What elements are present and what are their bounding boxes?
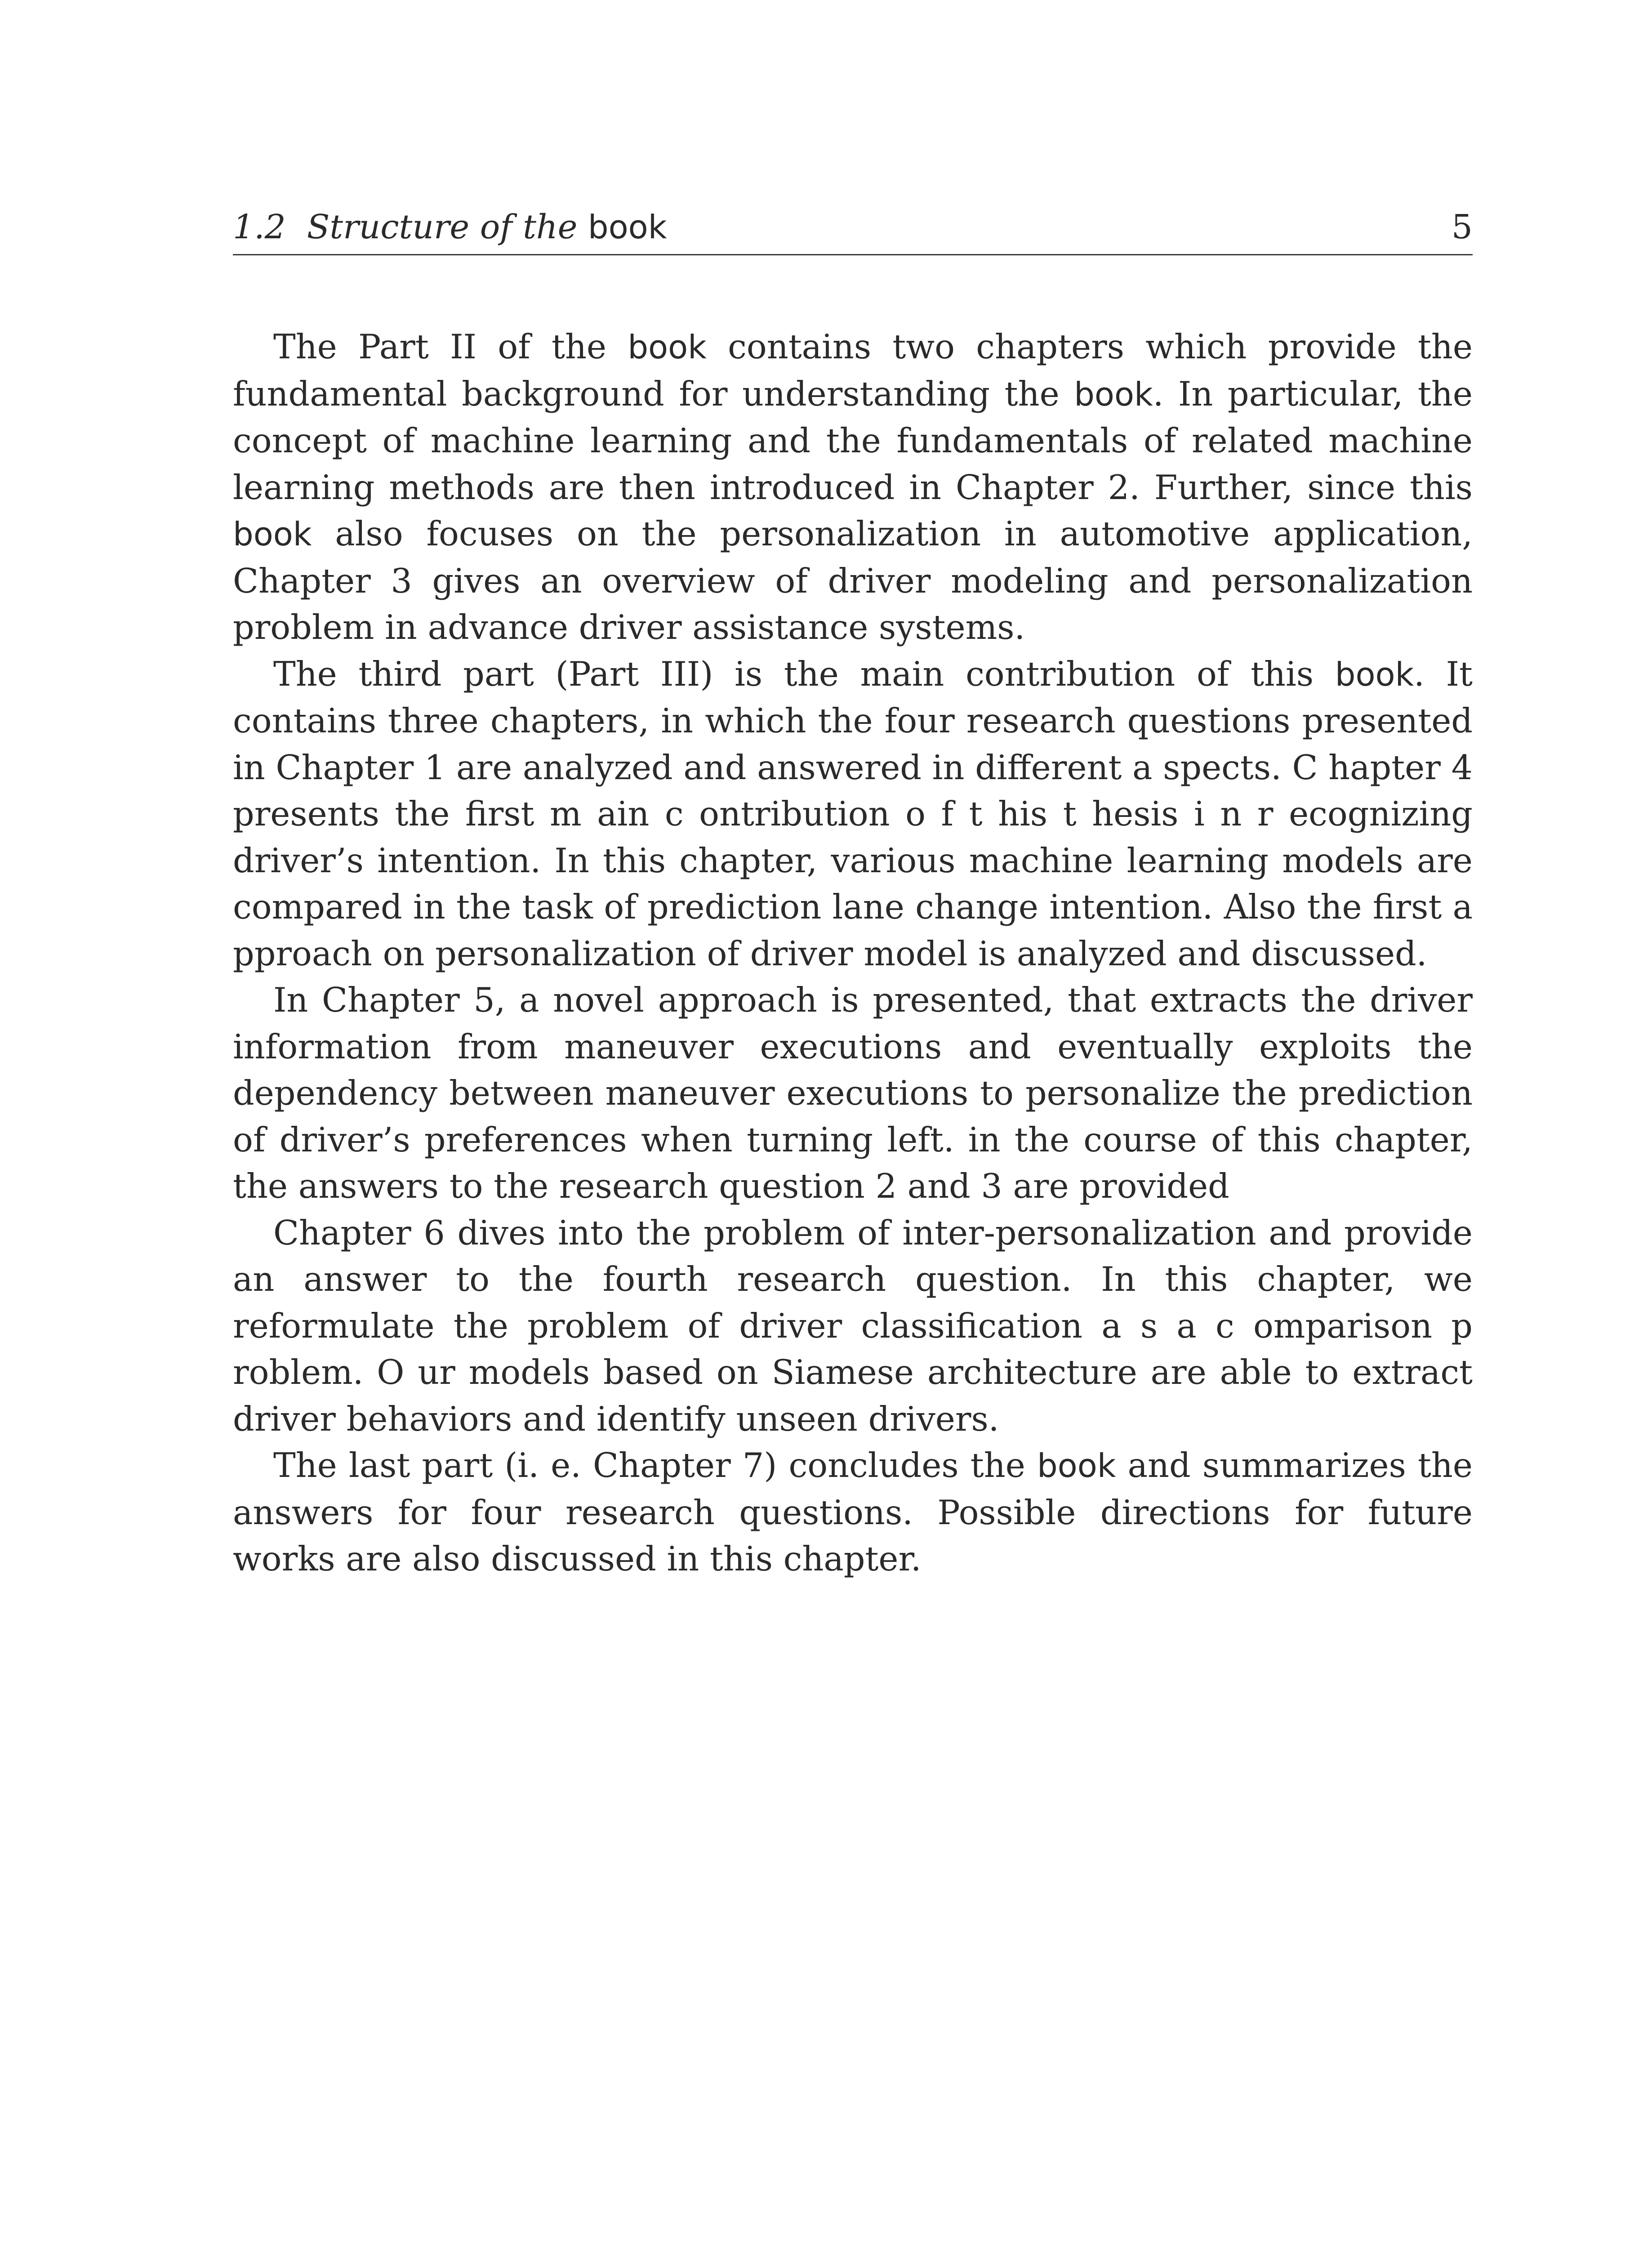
paragraph-4: Chapter 6 dives into the problem of inter-personalization and provide an answer to the fourth research question. In this chapter, we reformulate the problem of driver classification a s a c omparison p roblem. O ur models based on Siamese architecture are able to extract driver behaviors and identify unseen drivers.: [233, 1213, 1473, 1439]
page-number: 5: [1451, 208, 1473, 246]
paragraph-5: The last part (i. e. Chapter 7) concludes the book and summarizes the answers for four research questions. Possible directions for future works are also discussed in this chapter.: [233, 1446, 1473, 1579]
running-header: [233, 205, 1473, 255]
section-heading: [233, 205, 667, 250]
body-text: [233, 324, 1473, 1583]
paragraph-1: The Part II of the book contains two chapters which provide the fundamental background for understanding the book. In particular, the concept of machine learning and the fundamentals of related machine learning methods are then introduced in Chapter 2. Further, since this book also focuses on the personalization in automotive application, Chapter 3 gives an overview of driver modeling and personalization problem in advance driver assistance systems.: [233, 327, 1473, 647]
section-title: Structure of the: [307, 208, 578, 246]
paragraph-2: The third part (Part III) is the main contribution of this book. It contains three chapters, in which the four research questions presented in Chapter 1 are analyzed and answered in different a spects. C hapter 4 presents the first m ain c ontribution o f t his t hesis i n r ecognizing driver’s intention. In this chapter, various machine learning models are compared in the task of prediction lane change intention. Also the first a pproach on personalization of driver model is analyzed and discussed.: [233, 654, 1473, 973]
paragraph-3: In Chapter 5, a novel approach is presented, that extracts the driver information from maneuver executions and eventually exploits the dependency between maneuver executions to personalize the prediction of driver’s preferences when turning left. in the course of this chapter, the answers to the research question 2 and 3 are provided: [233, 981, 1473, 1206]
section-number: 1.2: [233, 208, 286, 246]
section-title-book: book: [588, 208, 667, 246]
